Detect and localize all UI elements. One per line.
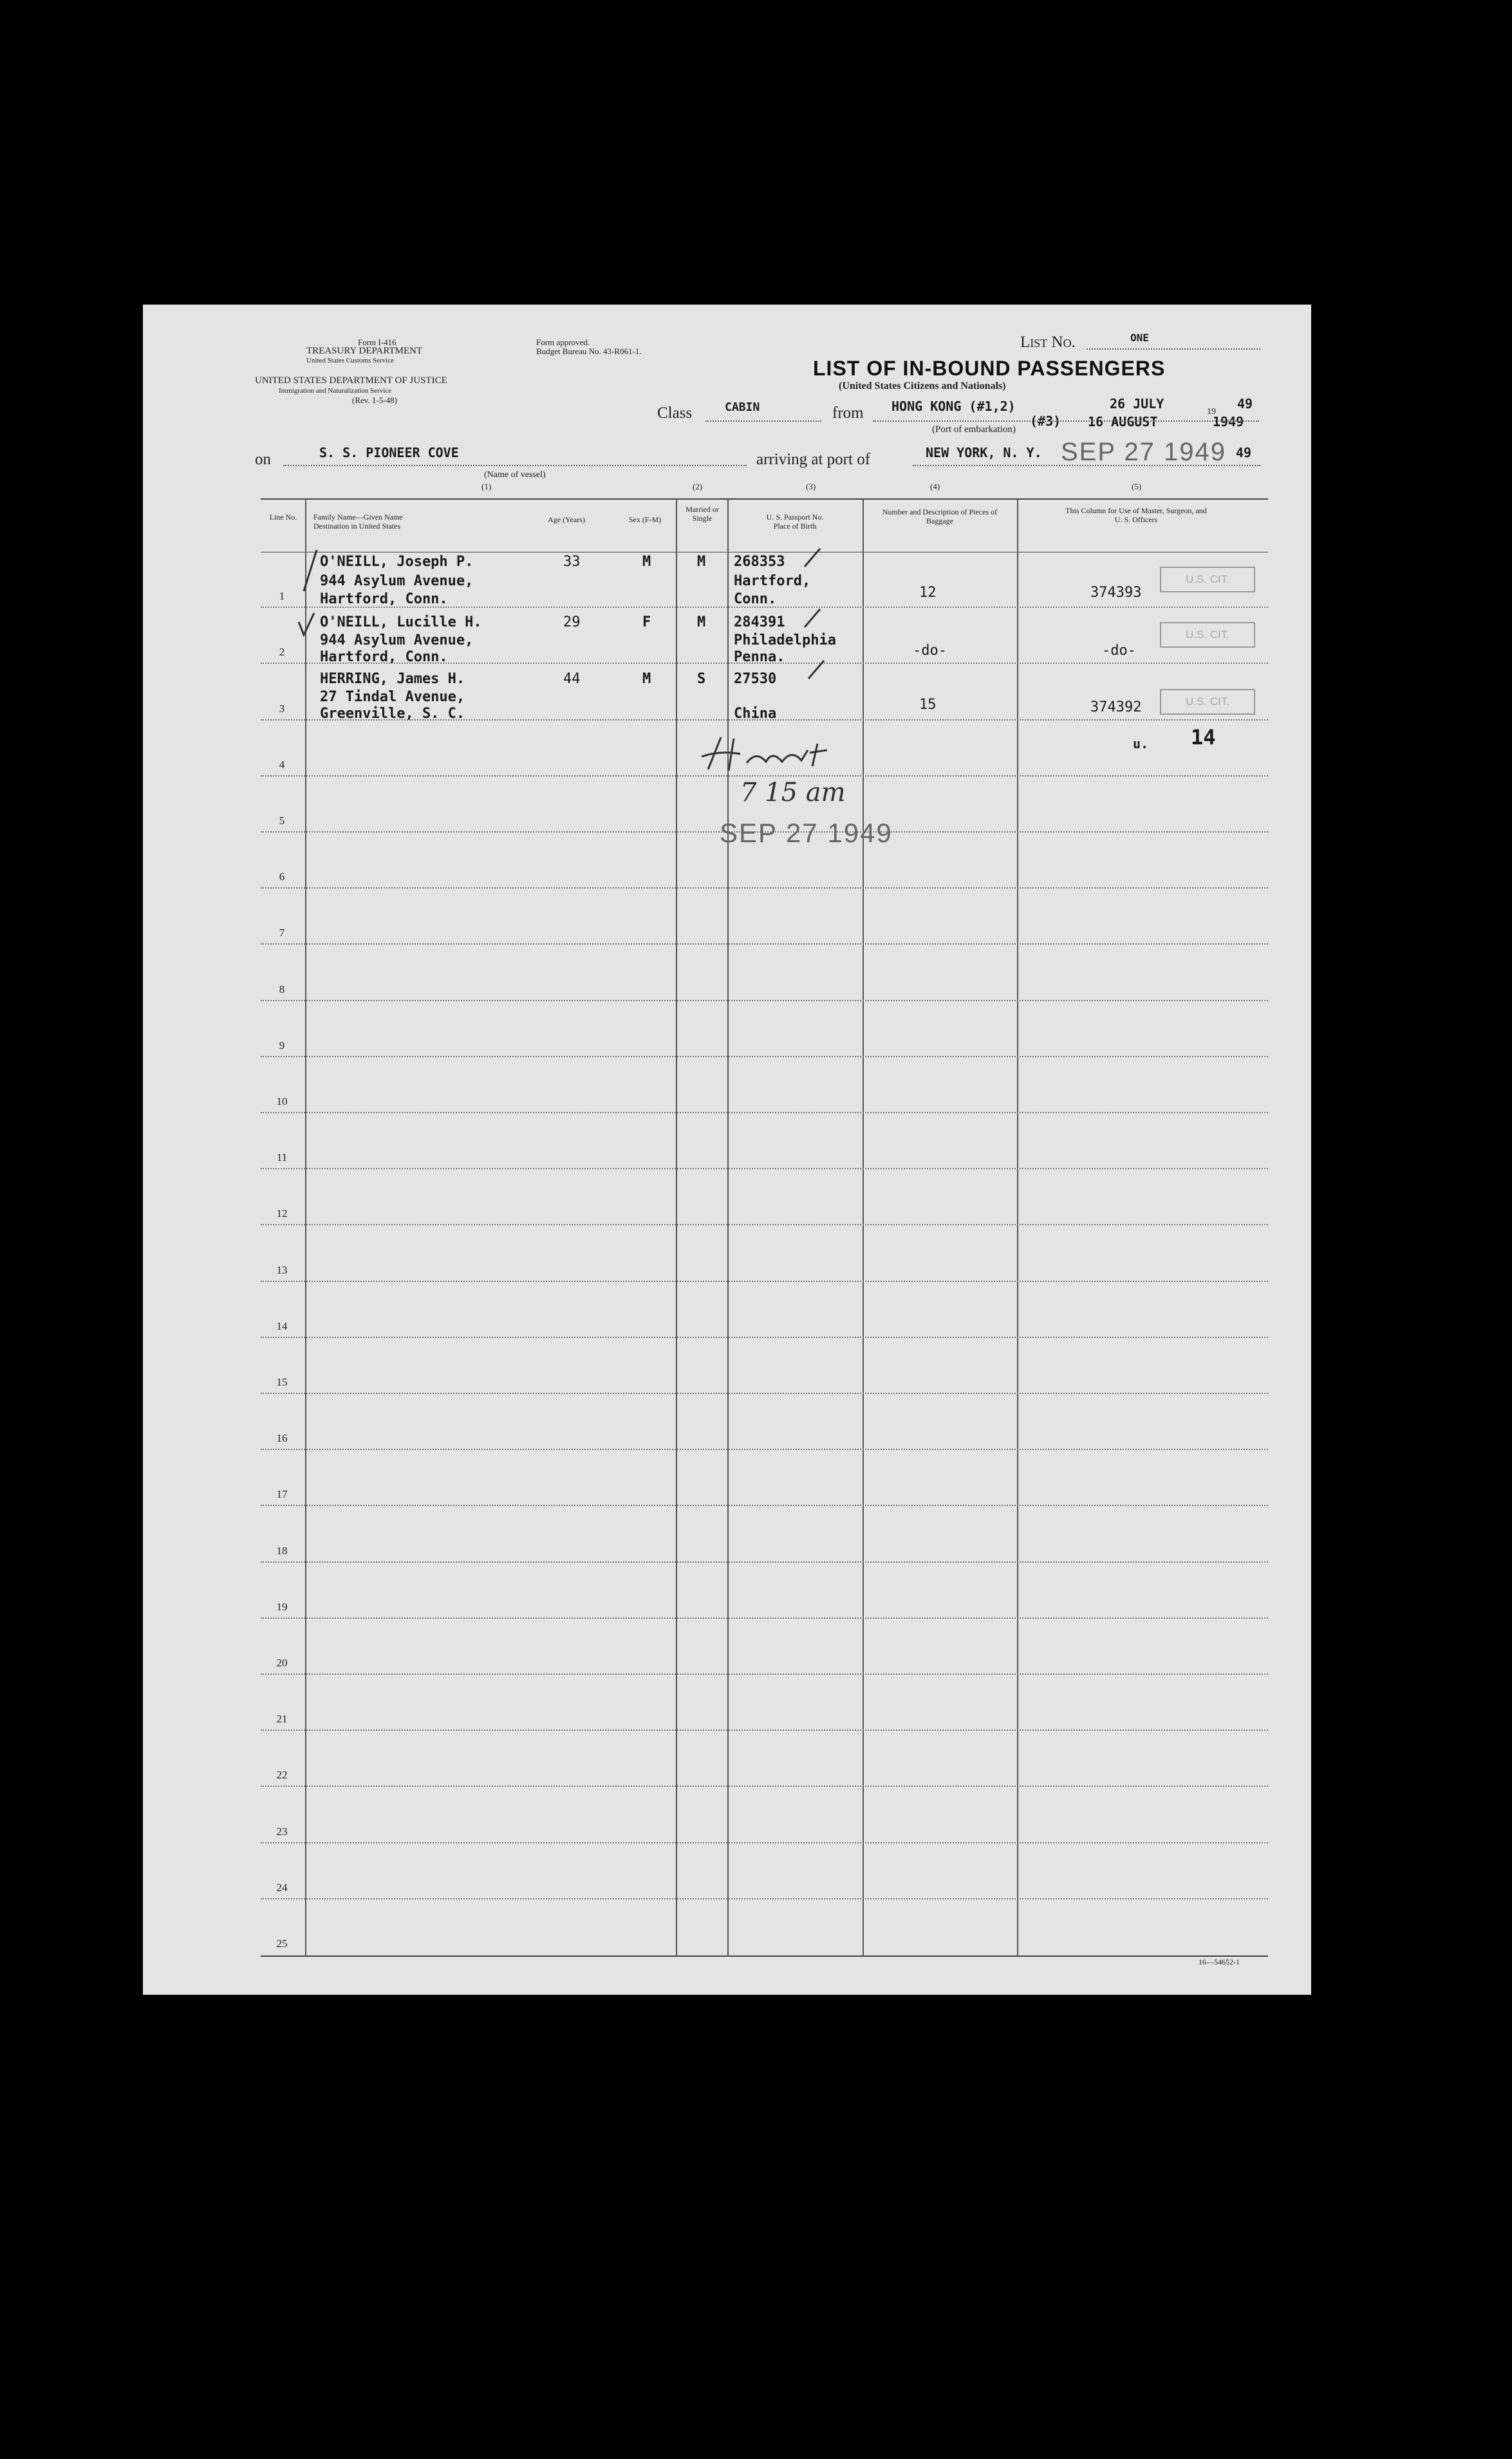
col-index-2: (2) <box>693 482 703 491</box>
line-number: 16 <box>276 1432 288 1445</box>
birth-place: Philadelphia <box>734 632 836 648</box>
line-number: 3 <box>279 702 285 715</box>
line-number: 19 <box>276 1600 288 1613</box>
header-name: Family Name—Given Name <box>313 513 403 522</box>
line-number: 13 <box>276 1263 288 1276</box>
vessel-name: S. S. PIONEER COVE <box>319 445 459 460</box>
passenger-married: M <box>697 554 706 570</box>
col-index-3: (3) <box>806 482 816 491</box>
line-number: 1 <box>279 590 285 603</box>
line-number: 6 <box>279 871 285 883</box>
arrival-year: 49 <box>1236 445 1252 460</box>
embarkation-date-1: 26 JULY <box>1110 396 1164 411</box>
col-index-4: (4) <box>930 482 940 491</box>
check-mark-icon <box>801 605 826 631</box>
vessel-underline <box>283 465 747 466</box>
row-separator <box>261 1561 1268 1563</box>
row-separator <box>261 1281 1268 1282</box>
row-separator <box>261 1000 1268 1001</box>
line-number: 21 <box>276 1713 288 1726</box>
col-divider <box>676 498 677 1955</box>
header-officers: This Column for Use of Master, Surgeon, and U. S. Officers <box>1065 506 1207 524</box>
revision-date: (Rev. 1-5-48) <box>352 395 397 405</box>
col-divider <box>1017 498 1018 1955</box>
from-value-2: (#3) <box>1030 413 1061 429</box>
row-separator <box>261 1337 1268 1338</box>
col-divider <box>727 498 729 1955</box>
row-separator <box>261 1617 1268 1619</box>
header-age: Age (Years) <box>548 515 585 524</box>
col-divider <box>305 498 306 1955</box>
line-number: 18 <box>276 1544 288 1557</box>
us-cit-stamp: U.S. CIT. <box>1160 567 1255 592</box>
passenger-married: M <box>697 614 706 630</box>
line-number: 25 <box>276 1937 288 1950</box>
arrival-date-stamp: SEP 27 1949 <box>1061 438 1227 466</box>
line-number: 20 <box>276 1657 288 1669</box>
arrival-underline <box>913 465 1260 466</box>
page-title: LIST OF IN-BOUND PASSENGERS <box>813 357 1166 380</box>
row-separator <box>261 1056 1268 1057</box>
row-separator <box>261 1112 1268 1113</box>
passenger-count: 14 <box>1191 725 1216 749</box>
on-label: on <box>255 451 271 468</box>
line-number: 15 <box>276 1376 288 1388</box>
line-number: 24 <box>276 1881 288 1894</box>
list-no-label: List No. <box>1020 334 1076 351</box>
header-sex: Sex (F-M) <box>628 515 662 524</box>
birth-place-state: Conn. <box>734 591 777 607</box>
passenger-name: O'NEILL, Joseph P. <box>320 554 474 570</box>
row-separator <box>261 1393 1268 1394</box>
line-number: 7 <box>279 927 285 939</box>
check-mark-icon <box>801 545 826 570</box>
form-approved: Form approved. <box>536 337 590 347</box>
col-index-1: (1) <box>481 482 492 491</box>
line-number: 5 <box>279 815 285 827</box>
embarkation-date-2: 16 AUGUST <box>1088 414 1158 429</box>
col-index-5: (5) <box>1132 482 1142 491</box>
class-value: CABIN <box>725 400 760 414</box>
list-no-value: ONE <box>1130 332 1149 344</box>
passenger-address: 944 Asylum Avenue, <box>320 573 474 589</box>
line-number: 2 <box>279 646 285 659</box>
line-number: 4 <box>279 758 285 771</box>
line-number: 14 <box>276 1319 288 1332</box>
officer-number: -do- <box>1102 643 1136 659</box>
passenger-married: S <box>697 671 706 687</box>
header-passport: U. S. Passport No. <box>766 513 824 522</box>
us-cit-stamp: U.S. CIT. <box>1160 689 1255 715</box>
passenger-age: 44 <box>563 671 581 687</box>
from-underline <box>873 420 1259 422</box>
class-label: Class <box>657 404 693 422</box>
budget-bureau: Budget Bureau No. 43-R061-1. <box>536 346 642 356</box>
officer-number: 374392 <box>1090 699 1142 715</box>
arriving-label: arriving at port of <box>756 451 871 468</box>
row-separator <box>261 943 1268 945</box>
port-of-embarkation-note: (Port of embarkation) <box>932 424 1016 435</box>
baggage-count: 15 <box>919 697 937 713</box>
row-separator <box>261 1505 1268 1506</box>
passenger-sex: M <box>642 554 651 570</box>
row-separator <box>261 1785 1268 1787</box>
justice-department: UNITED STATES DEPARTMENT OF JUSTICE <box>255 375 447 386</box>
birth-place: Hartford, <box>734 573 811 589</box>
table-bottom-rule <box>261 1955 1268 1957</box>
customs-service: United States Customs Service <box>306 357 394 364</box>
line-number: 11 <box>276 1151 288 1164</box>
line-number: 9 <box>279 1039 285 1051</box>
arrival-port: NEW YORK, N. Y. <box>926 445 1042 460</box>
passenger-city: Greenville, S. C. <box>320 706 465 722</box>
row-separator <box>261 1168 1268 1169</box>
col-divider <box>863 498 864 1955</box>
form-number: Form I-416 <box>358 337 397 347</box>
table-top-rule <box>261 498 1268 500</box>
passenger-age: 29 <box>563 614 581 630</box>
check-mark-icon <box>296 609 322 641</box>
us-cit-stamp: U.S. CIT. <box>1160 622 1255 648</box>
header-destination: Destination in United States <box>313 522 400 531</box>
passenger-sex: F <box>642 614 651 630</box>
treasury-department: TREASURY DEPARTMENT <box>306 346 423 356</box>
passenger-city: Hartford, Conn. <box>320 591 448 607</box>
year-prefix: 19 <box>1207 407 1216 417</box>
row-separator <box>261 1729 1268 1731</box>
baggage-count: 12 <box>919 585 937 601</box>
passport-number: 284391 <box>734 614 785 630</box>
from-value: HONG KONG (#1,2) <box>891 399 1016 414</box>
header-birth: Place of Birth <box>773 522 817 531</box>
embarkation-year-1: 49 <box>1237 396 1253 411</box>
check-mark-icon <box>297 546 336 604</box>
line-number: 22 <box>276 1769 288 1782</box>
passenger-name: O'NEILL, Lucille H. <box>320 614 482 630</box>
inspection-date-stamp: SEP 27 1949 <box>720 818 893 848</box>
header-line-no: Line No. <box>269 513 297 522</box>
vessel-note: (Name of vessel) <box>484 470 546 480</box>
class-underline <box>705 420 821 422</box>
passenger-address: 27 Tindal Avenue, <box>320 689 465 705</box>
count-prefix: u. <box>1133 736 1149 751</box>
line-number: 12 <box>276 1207 288 1220</box>
line-number: 8 <box>279 983 285 995</box>
row-separator <box>261 1842 1268 1843</box>
row-separator <box>261 1224 1268 1225</box>
from-label: from <box>832 404 864 422</box>
passport-number: 27530 <box>734 671 777 687</box>
passenger-name: HERRING, James H. <box>320 671 465 687</box>
birth-place-state: China <box>734 706 777 722</box>
ins-label: Immigration and Naturalization Service <box>279 387 392 395</box>
birth-place-state: Penna. <box>734 649 785 665</box>
list-no-underline <box>1087 348 1260 350</box>
row-separator <box>261 1449 1268 1450</box>
officer-number: 374393 <box>1090 585 1142 601</box>
row-separator <box>261 1673 1268 1675</box>
inspection-time: 7 15 am <box>740 778 846 807</box>
row-separator <box>261 1898 1268 1899</box>
footer-code: 16—54652-1 <box>1199 1957 1240 1966</box>
passenger-age: 33 <box>563 554 581 570</box>
passport-number: 268353 <box>734 554 785 570</box>
line-number: 17 <box>276 1488 288 1501</box>
embarkation-year-2: 1949 <box>1213 414 1244 429</box>
baggage-count: -do- <box>913 643 947 659</box>
line-number: 10 <box>276 1095 288 1107</box>
header-baggage: Number and Description of Pieces of Baggage <box>882 507 998 525</box>
page-subtitle: (United States Citizens and Nationals) <box>839 381 1006 391</box>
passenger-sex: M <box>642 671 651 687</box>
header-married: Married or Single <box>686 505 719 523</box>
row-separator <box>261 887 1268 889</box>
check-mark-icon <box>805 657 830 683</box>
passenger-address: 944 Asylum Avenue, <box>320 632 474 648</box>
line-number: 23 <box>276 1825 288 1838</box>
passenger-city: Hartford, Conn. <box>320 649 448 665</box>
